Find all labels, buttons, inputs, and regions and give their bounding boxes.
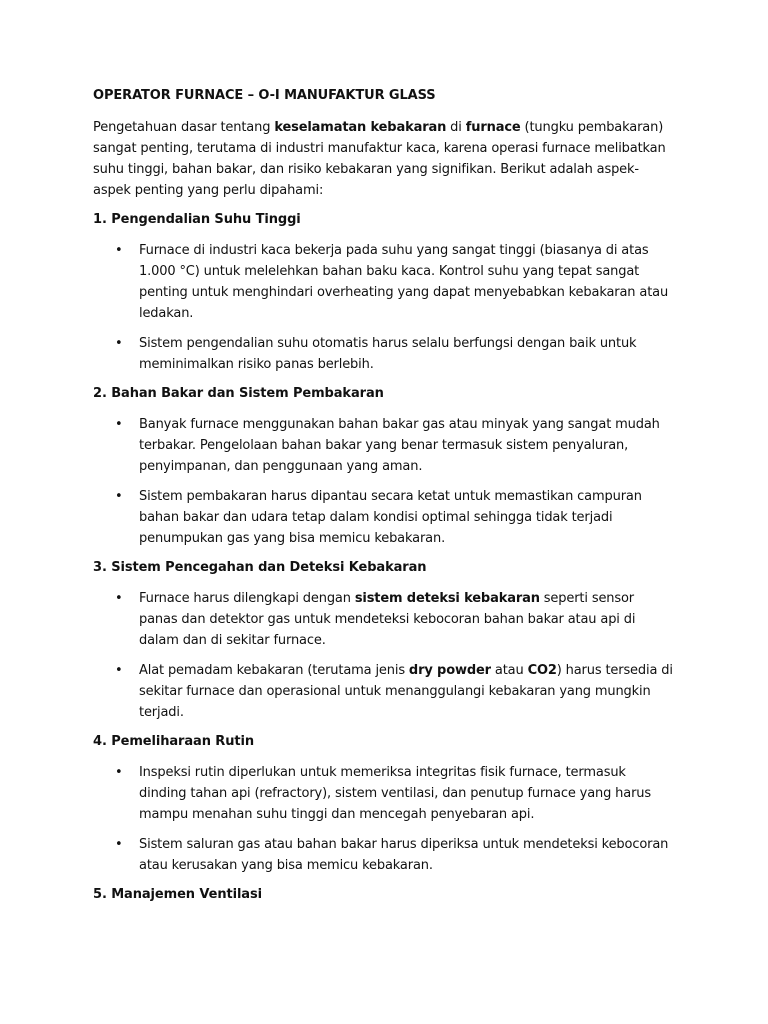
list-item — [93, 240, 673, 324]
list-item — [93, 660, 673, 723]
bullet-icon: • — [115, 489, 123, 504]
list-item-bold-term: sistem deteksi kebakaran — [354, 591, 540, 606]
section-heading: 1. Pengendalian Suhu Tinggi — [93, 212, 301, 227]
list-item-text: atau — [490, 663, 528, 678]
bullet-icon: • — [115, 765, 123, 780]
bullet-icon: • — [115, 417, 123, 432]
bullet-list — [93, 762, 673, 876]
intro-paragraph — [93, 117, 673, 201]
list-item-text: Furnace harus dilengkapi dengan — [139, 591, 355, 606]
section-heading: 2. Bahan Bakar dan Sistem Pembakaran — [93, 386, 384, 401]
intro-text: di — [446, 120, 466, 135]
bullet-icon: • — [115, 336, 123, 351]
list-item — [93, 414, 673, 477]
list-item — [93, 762, 673, 825]
bullet-icon: • — [115, 663, 123, 678]
list-item — [93, 486, 673, 549]
list-item-bold-term: dry powder — [408, 663, 491, 678]
bullet-list — [93, 588, 673, 723]
bullet-icon: • — [115, 243, 123, 258]
intro-text: (tungku pembakaran) sangat penting, terutama di industri manufaktur kaca, karena operasi furnace melibatkan suhu tinggi, bahan bakar, dan risiko kebakaran yang signifikan. Berikut adalah aspek-aspek penting yang perlu dipahami: — [93, 120, 666, 198]
document-page — [93, 86, 673, 915]
section-heading: 3. Sistem Pencegahan dan Deteksi Kebakaran — [93, 560, 427, 575]
list-item-text: Furnace di industri kaca bekerja pada suhu yang sangat tinggi (biasanya di atas 1.000 °C) untuk melelehkan bahan baku kaca. Kontrol suhu yang tepat sangat penting untuk menghindari overheating yang dapat menyebabkan kebakaran atau ledakan. — [139, 243, 669, 321]
section-heading: 4. Pemeliharaan Rutin — [93, 734, 254, 749]
list-item-text: Banyak furnace menggunakan bahan bakar gas atau minyak yang sangat mudah terbakar. Pengelolaan bahan bakar yang benar termasuk sistem penyaluran, penyimpanan, dan penggunaan yang aman. — [139, 417, 660, 474]
list-item-text: seperti sensor panas dan detektor gas untuk mendeteksi kebocoran bahan bakar atau api di dalam dan di sekitar furnace. — [139, 591, 636, 648]
bullet-list — [93, 414, 673, 549]
list-item-bold-term: CO2 — [527, 663, 557, 678]
list-item-text: Inspeksi rutin diperlukan untuk memeriksa integritas fisik furnace, termasuk dinding tahan api (refractory), sistem ventilasi, dan penutup furnace yang harus mampu menahan suhu tinggi dan mencegah penyebaran api. — [139, 765, 651, 822]
section-heading: 5. Manajemen Ventilasi — [93, 887, 262, 902]
bullet-icon: • — [115, 837, 123, 852]
list-item — [93, 333, 673, 375]
list-item-text: Alat pemadam kebakaran (terutama jenis — [139, 663, 409, 678]
bullet-list — [93, 240, 673, 375]
intro-text: Pengetahuan dasar tentang — [93, 120, 275, 135]
list-item-text: Sistem pengendalian suhu otomatis harus selalu berfungsi dengan baik untuk meminimalkan risiko panas berlebih. — [139, 336, 637, 372]
intro-bold-term: keselamatan kebakaran — [274, 120, 447, 135]
list-item-text: ) harus tersedia di sekitar furnace dan operasional untuk menanggulangi kebakaran yang mungkin terjadi. — [139, 663, 673, 720]
list-item — [93, 834, 673, 876]
bullet-icon: • — [115, 591, 123, 606]
intro-bold-term: furnace — [465, 120, 521, 135]
list-item — [93, 588, 673, 651]
list-item-text: Sistem pembakaran harus dipantau secara ketat untuk memastikan campuran bahan bakar dan udara tetap dalam kondisi optimal sehingga tidak terjadi penumpukan gas yang bisa memicu kebakaran. — [139, 489, 642, 546]
list-item-text: Sistem saluran gas atau bahan bakar harus diperiksa untuk mendeteksi kebocoran atau kerusakan yang bisa memicu kebakaran. — [139, 837, 669, 873]
document-title: OPERATOR FURNACE – O-I MANUFAKTUR GLASS — [93, 88, 436, 103]
